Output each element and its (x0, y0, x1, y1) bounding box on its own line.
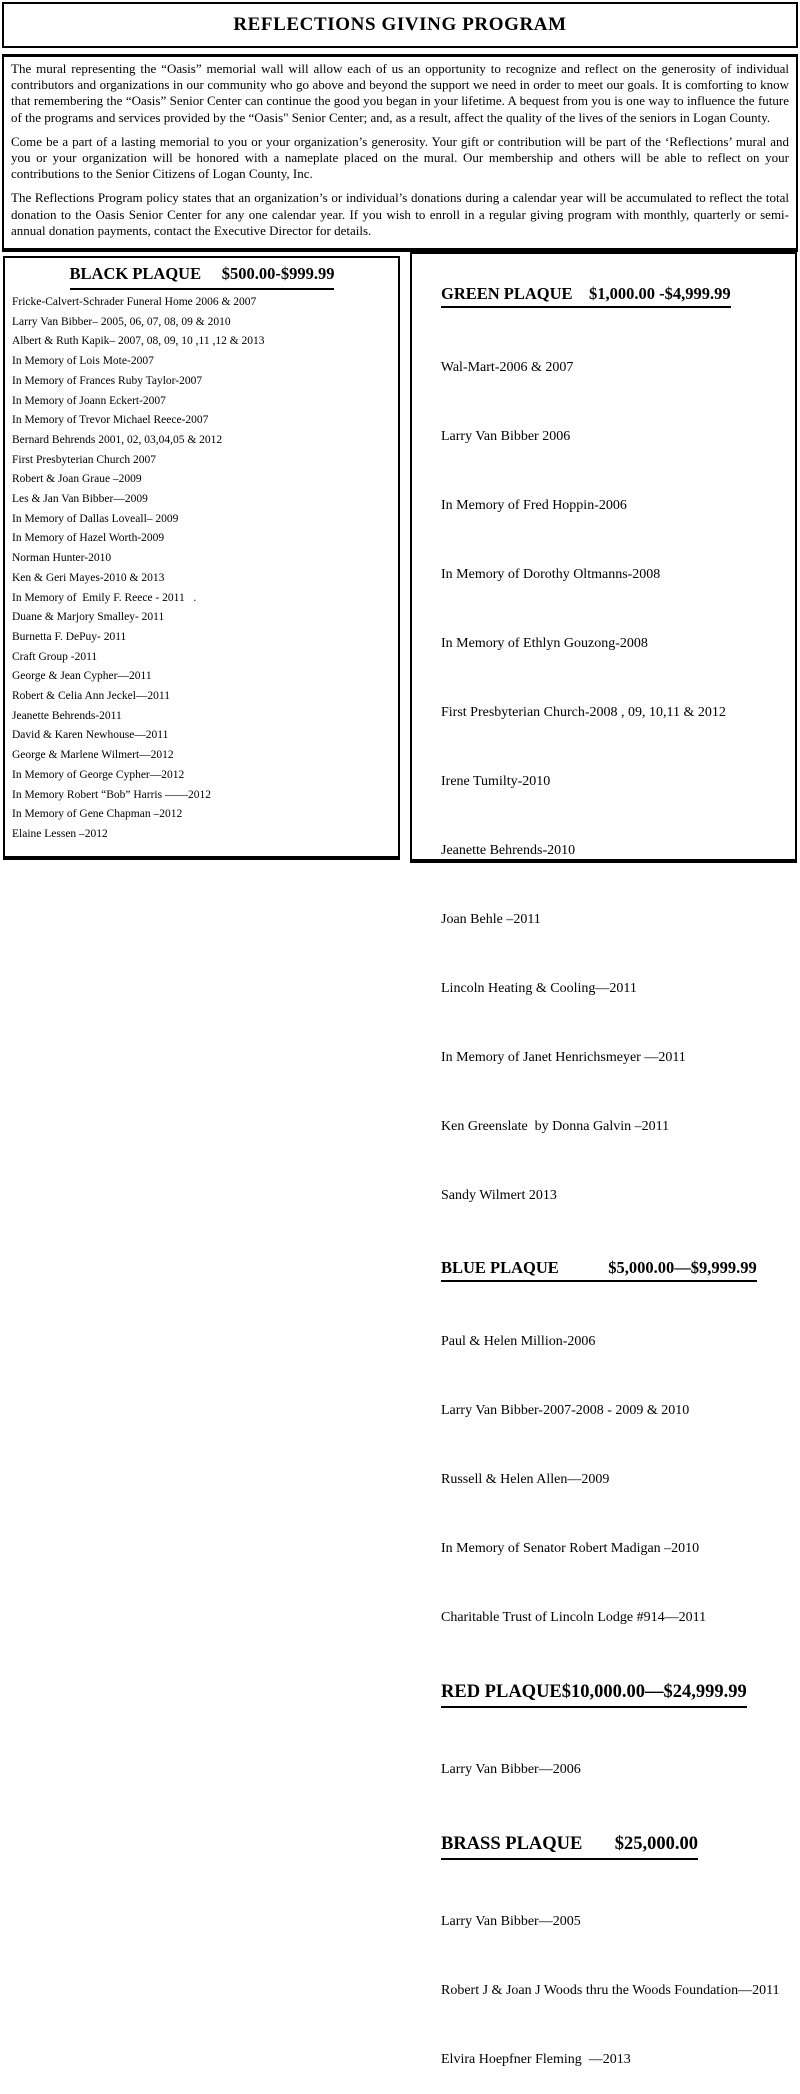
list-item (420, 256, 789, 333)
list-item: Les & Jan Van Bibber—2009 (12, 493, 148, 506)
list-item: Larry Van Bibber– 2005, 06, 07, 08, 09 & 2010 (12, 315, 231, 328)
list-item: First Presbyterian Church 2007 (12, 453, 157, 466)
list-item-text: Wal-Mart-2006 & 2007 (440, 360, 574, 375)
list-item: Albert & Ruth Kapik– 2007, 08, 09, 10 ,11 ,12 & 2013 (12, 335, 265, 348)
list-item-text: Lincoln Heating & Cooling—2011 (441, 981, 637, 996)
list-item (420, 816, 789, 885)
list-item (420, 747, 789, 816)
list-item (420, 1583, 789, 1652)
list-item: In Memory Robert “Bob” Harris ——2012 (12, 788, 211, 801)
list-item: In Memory of Emily F. Reece - 2011 . (12, 591, 197, 604)
list-item (420, 402, 789, 471)
list-item (420, 1804, 789, 1887)
list-item (420, 540, 789, 609)
list-item: In Memory of Lois Mote-2007 (12, 355, 154, 368)
list-item: In Memory of Hazel Worth-2009 (12, 532, 165, 545)
list-item: Ken & Geri Mayes-2010 & 2013 (12, 571, 165, 584)
list-item (420, 471, 789, 540)
list-item-text: Jeanette Behrends-2010 (441, 843, 576, 858)
list-item-text: GREEN PLAQUE $1,000.00 -$4,999.99 (441, 281, 731, 308)
list-item-text: Joan Behle –2011 (441, 912, 541, 927)
intro-paragraph: The mural representing the “Oasis” memorial wall will allow each of us an opportunity to recognize and reflect on the generosity of individual contributors and organizations in our community who go above and beyond the support we need in order to meet our goals. It is comforting to know that remembering the “Oasis” Senior Center can continue the good you began in your lifetime. A bequest from you is one way to influence the future of the programs and services provided by the “Oasis" Senior Center; and, as a result, affect the quality of the lives of the seniors in Logan County. (11, 61, 789, 125)
list-item-text: Larry Van Bibber 2006 (441, 429, 571, 444)
list-item: Norman Hunter-2010 (12, 552, 112, 565)
list-item (420, 954, 789, 1023)
list-item-text: Russell & Helen Allen—2009 (441, 1472, 610, 1487)
list-item (420, 1092, 789, 1161)
list-item (420, 885, 789, 954)
list-item (420, 2025, 789, 2094)
list-item-text: Larry Van Bibber—2005 (441, 1914, 581, 1929)
list-item: Jeanette Behrends-2011 (12, 709, 122, 722)
list-item (420, 1230, 789, 1307)
list-item-text: Ken Greenslate by Donna Galvin –2011 (441, 1119, 670, 1134)
list-item: Craft Group -2011 (12, 650, 98, 663)
list-item-text: In Memory of Fred Hoppin-2006 (441, 498, 627, 513)
right-plaques-list (420, 256, 789, 2094)
list-item (420, 1956, 789, 2025)
list-item-text: BLUE PLAQUE $5,000.00—$9,999.99 (441, 1255, 757, 1282)
list-item-text: In Memory of Senator Robert Madigan –2010 (441, 1541, 700, 1556)
list-item (420, 1376, 789, 1445)
list-item: George & Jean Cypher—2011 (12, 670, 152, 683)
list-item-text: Larry Van Bibber—2006 (441, 1762, 581, 1777)
list-item (420, 1514, 789, 1583)
list-item (420, 333, 789, 402)
list-item (420, 1735, 789, 1804)
black-plaque-panel (3, 256, 400, 860)
list-item-text: Charitable Trust of Lincoln Lodge #914—2011 (441, 1610, 707, 1625)
list-item-text: First Presbyterian Church-2008 , 09, 10,11 & 2012 (441, 705, 726, 720)
list-item: In Memory of Dallas Loveall– 2009 (12, 512, 179, 525)
list-item: Robert & Celia Ann Jeckel—2011 (12, 690, 170, 703)
list-item (420, 678, 789, 747)
page-title: REFLECTIONS GIVING PROGRAM (233, 14, 567, 35)
list-item: In Memory of Trevor Michael Reece-2007 (12, 414, 209, 427)
list-item: Fricke-Calvert-Schrader Funeral Home 2006 & 2007 (12, 296, 257, 308)
list-item: George & Marlene Wilmert—2012 (12, 749, 174, 762)
list-item-text: In Memory of Dorothy Oltmanns-2008 (441, 567, 661, 582)
list-item: David & Karen Newhouse—2011 (12, 729, 169, 742)
list-item-text: Sandy Wilmert 2013 (441, 1188, 557, 1203)
list-item (420, 1023, 789, 1092)
list-item (420, 1887, 789, 1956)
black-plaque-list (12, 293, 392, 845)
intro-box (2, 54, 798, 252)
list-item-text: Robert J & Joan J Woods thru the Woods Foundation—2011 (441, 1983, 780, 1998)
list-item: Duane & Marjory Smalley- 2011 (12, 611, 165, 624)
list-item-text: In Memory of Janet Henrichsmeyer —2011 (441, 1050, 686, 1065)
list-item (420, 1445, 789, 1514)
list-item-text: Larry Van Bibber-2007-2008 - 2009 & 2010 (441, 1403, 690, 1418)
list-item (420, 1652, 789, 1735)
list-item (420, 1161, 789, 1230)
intro-paragraph: The Reflections Program policy states that an organization’s or individual’s donations during a calendar year will be accumulated to reflect the total donation to the Oasis Senior Center for any one calendar year. If you wish to enroll in a regular giving program with monthly, quarterly or semi-annual donation payments, contact the Executive Director for details. (11, 190, 789, 238)
list-item (420, 609, 789, 678)
list-item: In Memory of Frances Ruby Taylor-2007 (12, 374, 203, 387)
list-item: Bernard Behrends 2001, 02, 03,04,05 & 2012 (12, 433, 223, 446)
list-item-text: RED PLAQUE$10,000.00—$24,999.99 (441, 1679, 747, 1708)
black-plaque-header-text: BLACK PLAQUE $500.00-$999.99 (70, 261, 335, 290)
list-item-text: Paul & Helen Million-2006 (441, 1334, 596, 1349)
list-item-text: Elvira Hoepfner Fleming —2013 (441, 2052, 631, 2067)
intro-paragraph: Come be a part of a lasting memorial to you or your organization’s generosity. Your gift or contribution will be part of the ‘Reflections’ mural and you or your organization will be honored with a nameplate placed on the mural. Our membership and others will be able to reflect on your contributions to the Senior Citizens of Logan County, Inc. (11, 133, 789, 182)
list-item: Elaine Lessen –2012 (12, 827, 108, 840)
list-item: Robert & Joan Graue –2009 (12, 473, 142, 486)
list-item: In Memory of Joann Eckert-2007 (12, 394, 166, 407)
list-item: In Memory of Gene Chapman –2012 (12, 808, 183, 821)
list-item-text: In Memory of Ethlyn Gouzong-2008 (441, 636, 648, 651)
black-plaque-header (12, 261, 392, 290)
title-box (2, 2, 798, 48)
list-item-text: BRASS PLAQUE $25,000.00 (441, 1831, 698, 1860)
list-item (420, 1307, 789, 1376)
list-item: In Memory of George Cypher—2012 (12, 768, 185, 781)
list-item-text: Irene Tumilty-2010 (441, 774, 551, 789)
list-item: Burnetta F. DePuy- 2011 (12, 630, 127, 643)
right-plaques-panel (410, 252, 797, 2067)
